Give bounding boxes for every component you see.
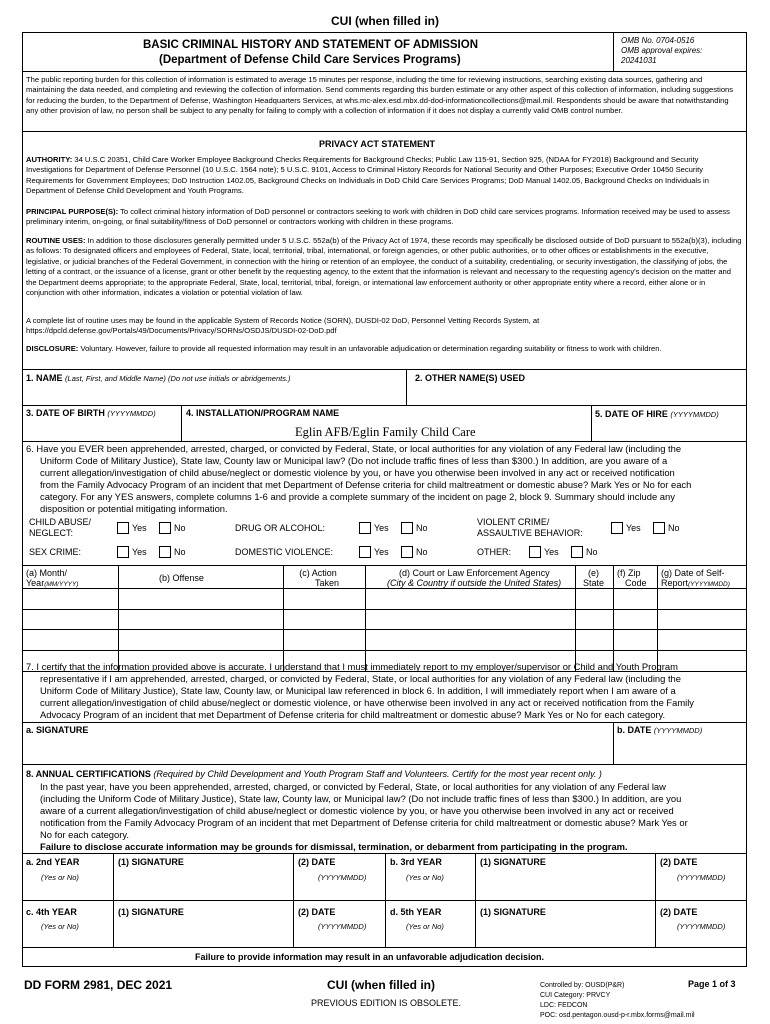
year-2-signature-field[interactable] [115, 869, 291, 899]
yes-label: Yes [374, 523, 389, 533]
year-5-signature-field[interactable] [477, 917, 653, 946]
bottom-warning: Failure to provide information may result in an unfavorable adjudication decision. [195, 952, 545, 962]
no-label: No [416, 547, 428, 557]
child-abuse-yes-checkbox[interactable] [117, 522, 129, 534]
name-label: 1. NAME (Last, First, and Middle Name) (Do not use initials or abridgements.) [26, 373, 291, 383]
burden-statement: The public reporting burden for this collection of information is estimated to average 15 minutes per response, including the time for reviewing instructions, searching existing data sources, gathering and maintaining the data needed, and completing and reviewing the collection of information. Send comments regarding this burden estimate or any other aspect of this collection of information, including suggestions for reducing the burden, to the Department of Defense, Washington Headquarters Services, at whs.mc-alex.esd.mbx.dd-dod-informationcollections@mail.mil. Respondents should be aware that notwithstanding any other provision of law, no person shall be subject to any penalty for failing to comply with a collection of information if it does not display a currently valid OMB control number. [26, 75, 734, 116]
hire-date-label: 5. DATE OF HIRE (YYYYMMDD) [595, 409, 719, 419]
year-3-signature-field[interactable] [477, 869, 653, 899]
q8-warning: Failure to disclose accurate information may be grounds for dismissal, termination, or debarment from participating in the program. [40, 841, 628, 852]
poc: POC: osd.pentagon.ousd-p-r.mbx.forms@mail.mil [540, 1012, 695, 1019]
form-subtitle: (Department of Defense Child Care Services Programs) [159, 54, 461, 66]
child-abuse-label: CHILD ABUSE/ NEGLECT: [29, 517, 92, 538]
year-4-sig-label: (1) SIGNATURE [118, 907, 184, 917]
dob-label: 3. DATE OF BIRTH (YYYYMMDD) [26, 408, 156, 418]
year-4-date-hint: (YYYYMMDD) [318, 922, 367, 931]
drug-no-checkbox[interactable] [401, 522, 413, 534]
other-no-checkbox[interactable] [571, 546, 583, 558]
table-row[interactable] [23, 589, 746, 609]
q6-text-6: disposition or potential mitigating information. [40, 503, 228, 514]
child-abuse-no-checkbox[interactable] [159, 522, 171, 534]
col-c-header: (c) Action Taken [299, 568, 340, 588]
page-number: Page 1 of 3 [688, 979, 736, 989]
year-2-hint: (Yes or No) [41, 873, 79, 882]
omb-number: OMB No. 0704-0516 [621, 36, 695, 45]
q7-text-3: Uniform Code of Military Justice), State law, County law, or Municipal law referenced in block 6. In addition, I will immediately report when I am aware of a [40, 685, 676, 696]
q6-text-3: current allegation/investigation of child abuse/neglect or domestic violence by you, or have you otherwise been involved in any act or received notification [40, 467, 675, 478]
year-3-date-label: (2) DATE [660, 857, 698, 867]
year-3-answer-field[interactable] [387, 883, 473, 899]
year-4-answer-field[interactable] [25, 931, 111, 946]
year-3-label: b. 3rd YEAR [390, 857, 442, 867]
signature-field[interactable] [25, 737, 610, 763]
no-label: No [668, 523, 680, 533]
year-2-label: a. 2nd YEAR [26, 857, 80, 867]
q6-text-1: 6. Have you EVER been apprehended, arrested, charged, or convicted by Federal, State, or local authorities for any violation of any Federal law (including the [26, 443, 682, 454]
sex-crime-label: SEX CRIME: [29, 547, 82, 557]
signature-label: a. SIGNATURE [26, 725, 89, 735]
omb-expires-date: 20241031 [621, 56, 657, 65]
q7-text-5: Advocacy Program of an incident that met Department of Defense criteria for child maltreatment or domestic abuse? Mark Yes or No for each category. [40, 709, 666, 720]
year-2-answer-field[interactable] [25, 883, 111, 899]
privacy-purpose: PRINCIPAL PURPOSE(S): To collect criminal history information of DoD personnel or contractors seeking to work with children in DoD child care services programs. Information received may be used to assess preliminary interim, on-going, or final suitability/fitness of DoD personnel or contractors working with children in these programs. [26, 207, 730, 227]
form-page [22, 32, 747, 967]
form-id: DD FORM 2981, DEC 2021 [24, 978, 173, 992]
col-g-header: (g) Date of Self- Report(YYYYMMDD) [661, 568, 730, 588]
year-4-label: c. 4th YEAR [26, 907, 77, 917]
col-f-header: (f) Zip Code [617, 568, 647, 588]
year-3-hint: (Yes or No) [406, 873, 444, 882]
installation-value[interactable]: Eglin AFB/Eglin Family Child Care [295, 425, 476, 439]
year-3-date-hint: (YYYYMMDD) [677, 873, 726, 882]
cui-marking-bottom: CUI (when filled in) [327, 978, 435, 992]
other-names-field[interactable] [409, 385, 744, 404]
yes-label: Yes [626, 523, 641, 533]
year-5-label: d. 5th YEAR [390, 907, 442, 917]
name-field[interactable] [24, 385, 404, 404]
year-3-sig-label: (1) SIGNATURE [480, 857, 546, 867]
q8-text-4: notification from the Family Advocacy Program of an incident that met Department of Defense criteria for child maltreatment or domestic abuse? Mark Yes or [40, 817, 688, 828]
col-a-header: (a) Month/ Year(MM/YYYY) [26, 568, 79, 588]
violent-no-checkbox[interactable] [653, 522, 665, 534]
other-yes-checkbox[interactable] [529, 546, 541, 558]
year-2-date-hint: (YYYYMMDD) [318, 873, 367, 882]
q8-text-2: (including the Uniform Code of Military Justice), State law, County law, or Municipal law? (Do not include traffic fines of less than $300.) In addition, are you [40, 793, 682, 804]
privacy-sorn: A complete list of routine uses may be found in the applicable System of Records Notice (SORN), DUSDI-02 DoD, Personnel Vetting Records System, at https://dpcld.defense.gov/Portals/49/Documents/Privacy/SORNs/OSDJS/DUSDI-02-DoD.pdf [26, 316, 540, 336]
sex-yes-checkbox[interactable] [117, 546, 129, 558]
drug-yes-checkbox[interactable] [359, 522, 371, 534]
domestic-violence-label: DOMESTIC VIOLENCE: [235, 547, 334, 557]
privacy-routine-uses: ROUTINE USES: In addition to those disclosures generally permitted under 5 U.S.C. 552a(b) of the Privacy Act of 1974, these records may specifically be disclosed outside of DoD pursuant to 552a(b)(3), including as follows: To designated officers and employees of Federal, State, local, territorial, tribal, international, or foreign agencies, or other public authorities, or to other offices or establishments in the executive, legislative, or judicial branches of the Federal Government, in connection with the hiring or retention of an employee, the conduct of a suitability, credentialing, or security investigation, the classifying of jobs, the letting of a contract, or the issuance of a license, grant or other benefit by the requesting agency, to the extent that the information is relevant and necessary to the requesting agency's decision on the matter and the Department deems appropriate; to the appropriate Federal, State, local, territorial, tribal, foreign, or international law enforcement authority or other appropriate entity where a record, either alone or in conjunction with other information, indicates a violation or potential violation of law. [26, 236, 742, 298]
sex-no-checkbox[interactable] [159, 546, 171, 558]
year-5-date-hint: (YYYYMMDD) [677, 922, 726, 931]
obsolete-notice: PREVIOUS EDITION IS OBSOLETE. [311, 998, 462, 1008]
yes-label: Yes [132, 547, 147, 557]
q8-text-3: aware of a current allegation/investigation of child abuse/neglect or domestic violence by you, or have you otherwise been involved in any act or received [40, 805, 674, 816]
q7-text-4: current allegation/investigation of child abuse/neglect or domestic violence, or have otherwise been involved in any act or received notification from the Family [40, 697, 694, 708]
no-label: No [174, 547, 186, 557]
table-row[interactable] [23, 610, 746, 629]
controlled-by: Controlled by: OUSD(P&R) [540, 982, 625, 989]
yes-label: Yes [374, 547, 389, 557]
drug-alcohol-label: DRUG OR ALCOHOL: [235, 523, 326, 533]
q8-text-5: No for each category. [40, 829, 129, 840]
q6-text-5: category. For any YES answers, complete columns 1-6 and provide a complete summary of the incident on page 2, block 9. Summary should include any [40, 491, 675, 502]
q6-text-2: Uniform Code of Military Justice), State law, County law or Municipal law? (Do not include traffic fines of less than $300.) In addition, are you aware of a [40, 455, 668, 466]
cui-category: CUI Category: PRVCY [540, 992, 611, 999]
year-4-hint: (Yes or No) [41, 922, 79, 931]
ldc: LDC: FEDCON [540, 1002, 588, 1009]
year-5-hint: (Yes or No) [406, 922, 444, 931]
domestic-no-checkbox[interactable] [401, 546, 413, 558]
col-d-header: (d) Court or Law Enforcement Agency (City & Country if outside the United States) [387, 568, 562, 588]
signature-date-label: b. DATE (YYYYMMDD) [617, 725, 703, 735]
col-b-header: (b) Offense [159, 573, 204, 583]
year-5-answer-field[interactable] [387, 931, 473, 946]
violent-yes-checkbox[interactable] [611, 522, 623, 534]
other-names-label: 2. OTHER NAME(S) USED [415, 373, 526, 383]
year-4-date-label: (2) DATE [298, 907, 336, 917]
no-label: No [174, 523, 186, 533]
form-title: BASIC CRIMINAL HISTORY AND STATEMENT OF ADMISSION [143, 39, 478, 51]
col-e-header: (e) State [583, 568, 605, 588]
year-5-sig-label: (1) SIGNATURE [480, 907, 546, 917]
yes-label: Yes [132, 523, 147, 533]
q7-text-2: representative if I am apprehended, arrested, charged, or convicted by Federal, State, or local authorities for any violation of any Federal law (including the [40, 673, 681, 684]
table-row[interactable] [23, 630, 746, 650]
no-label: No [586, 547, 598, 557]
yes-label: Yes [544, 547, 559, 557]
privacy-disclosure: DISCLOSURE: Voluntary. However, failure to provide all requested information may result in an unfavorable adjudication or determination regarding suitability or fitness to work with children. [26, 344, 662, 353]
year-5-date-label: (2) DATE [660, 907, 698, 917]
violent-crime-label: VIOLENT CRIME/ ASSAULTIVE BEHAVIOR: [477, 517, 583, 538]
privacy-authority: AUTHORITY: 34 U.S.C 20351, Child Care Worker Employee Background Checks Requirements for Background Checks; Public Law 115-91, Section 925, (NDAA for FY2018) Background and Security Investigations for Department of Defense Personnel (10 U.S.C. 1564 note); 5 U.S.C. 9101, Access to Criminal History Records for National Security and Other Purposes; Executive Order 10450 Security Requirements for Government Employees; DoD Instruction 1402.05, Background Checks on Individuals in DoD Child Care Services Programs; DoD Manual 1402.05, Background Checks on Individuals in Department of Defense Child Development and Youth Programs. [26, 155, 709, 196]
installation-label: 4. INSTALLATION/PROGRAM NAME [186, 408, 340, 418]
year-2-sig-label: (1) SIGNATURE [118, 857, 184, 867]
year-4-signature-field[interactable] [115, 917, 291, 946]
q7-text-1: 7. I certify that the information provided above is accurate. I understand that I must immediately report to my employer/supervisor or Child and Youth Program [26, 661, 678, 672]
q8-text-1: In the past year, have you been apprehended, arrested, charged, or convicted by Federal, State, or local authorities for any violation of any Federal law [40, 781, 666, 792]
omb-expires-label: OMB approval expires: [621, 46, 703, 55]
other-label: OTHER: [477, 547, 512, 557]
domestic-yes-checkbox[interactable] [359, 546, 371, 558]
cui-marking-top: CUI (when filled in) [331, 14, 439, 28]
q6-text-4: from the Family Advocacy Program of an incident that met Department of Defense criteria for child maltreatment or domestic abuse? Mark Yes or No for each [40, 479, 692, 490]
privacy-heading: PRIVACY ACT STATEMENT [319, 139, 436, 149]
no-label: No [416, 523, 428, 533]
year-2-date-label: (2) DATE [298, 857, 336, 867]
q8-heading: 8. ANNUAL CERTIFICATIONS (Required by Child Development and Youth Program Staff and Volunteers. Certify for the most year recent only. ) [26, 769, 602, 779]
